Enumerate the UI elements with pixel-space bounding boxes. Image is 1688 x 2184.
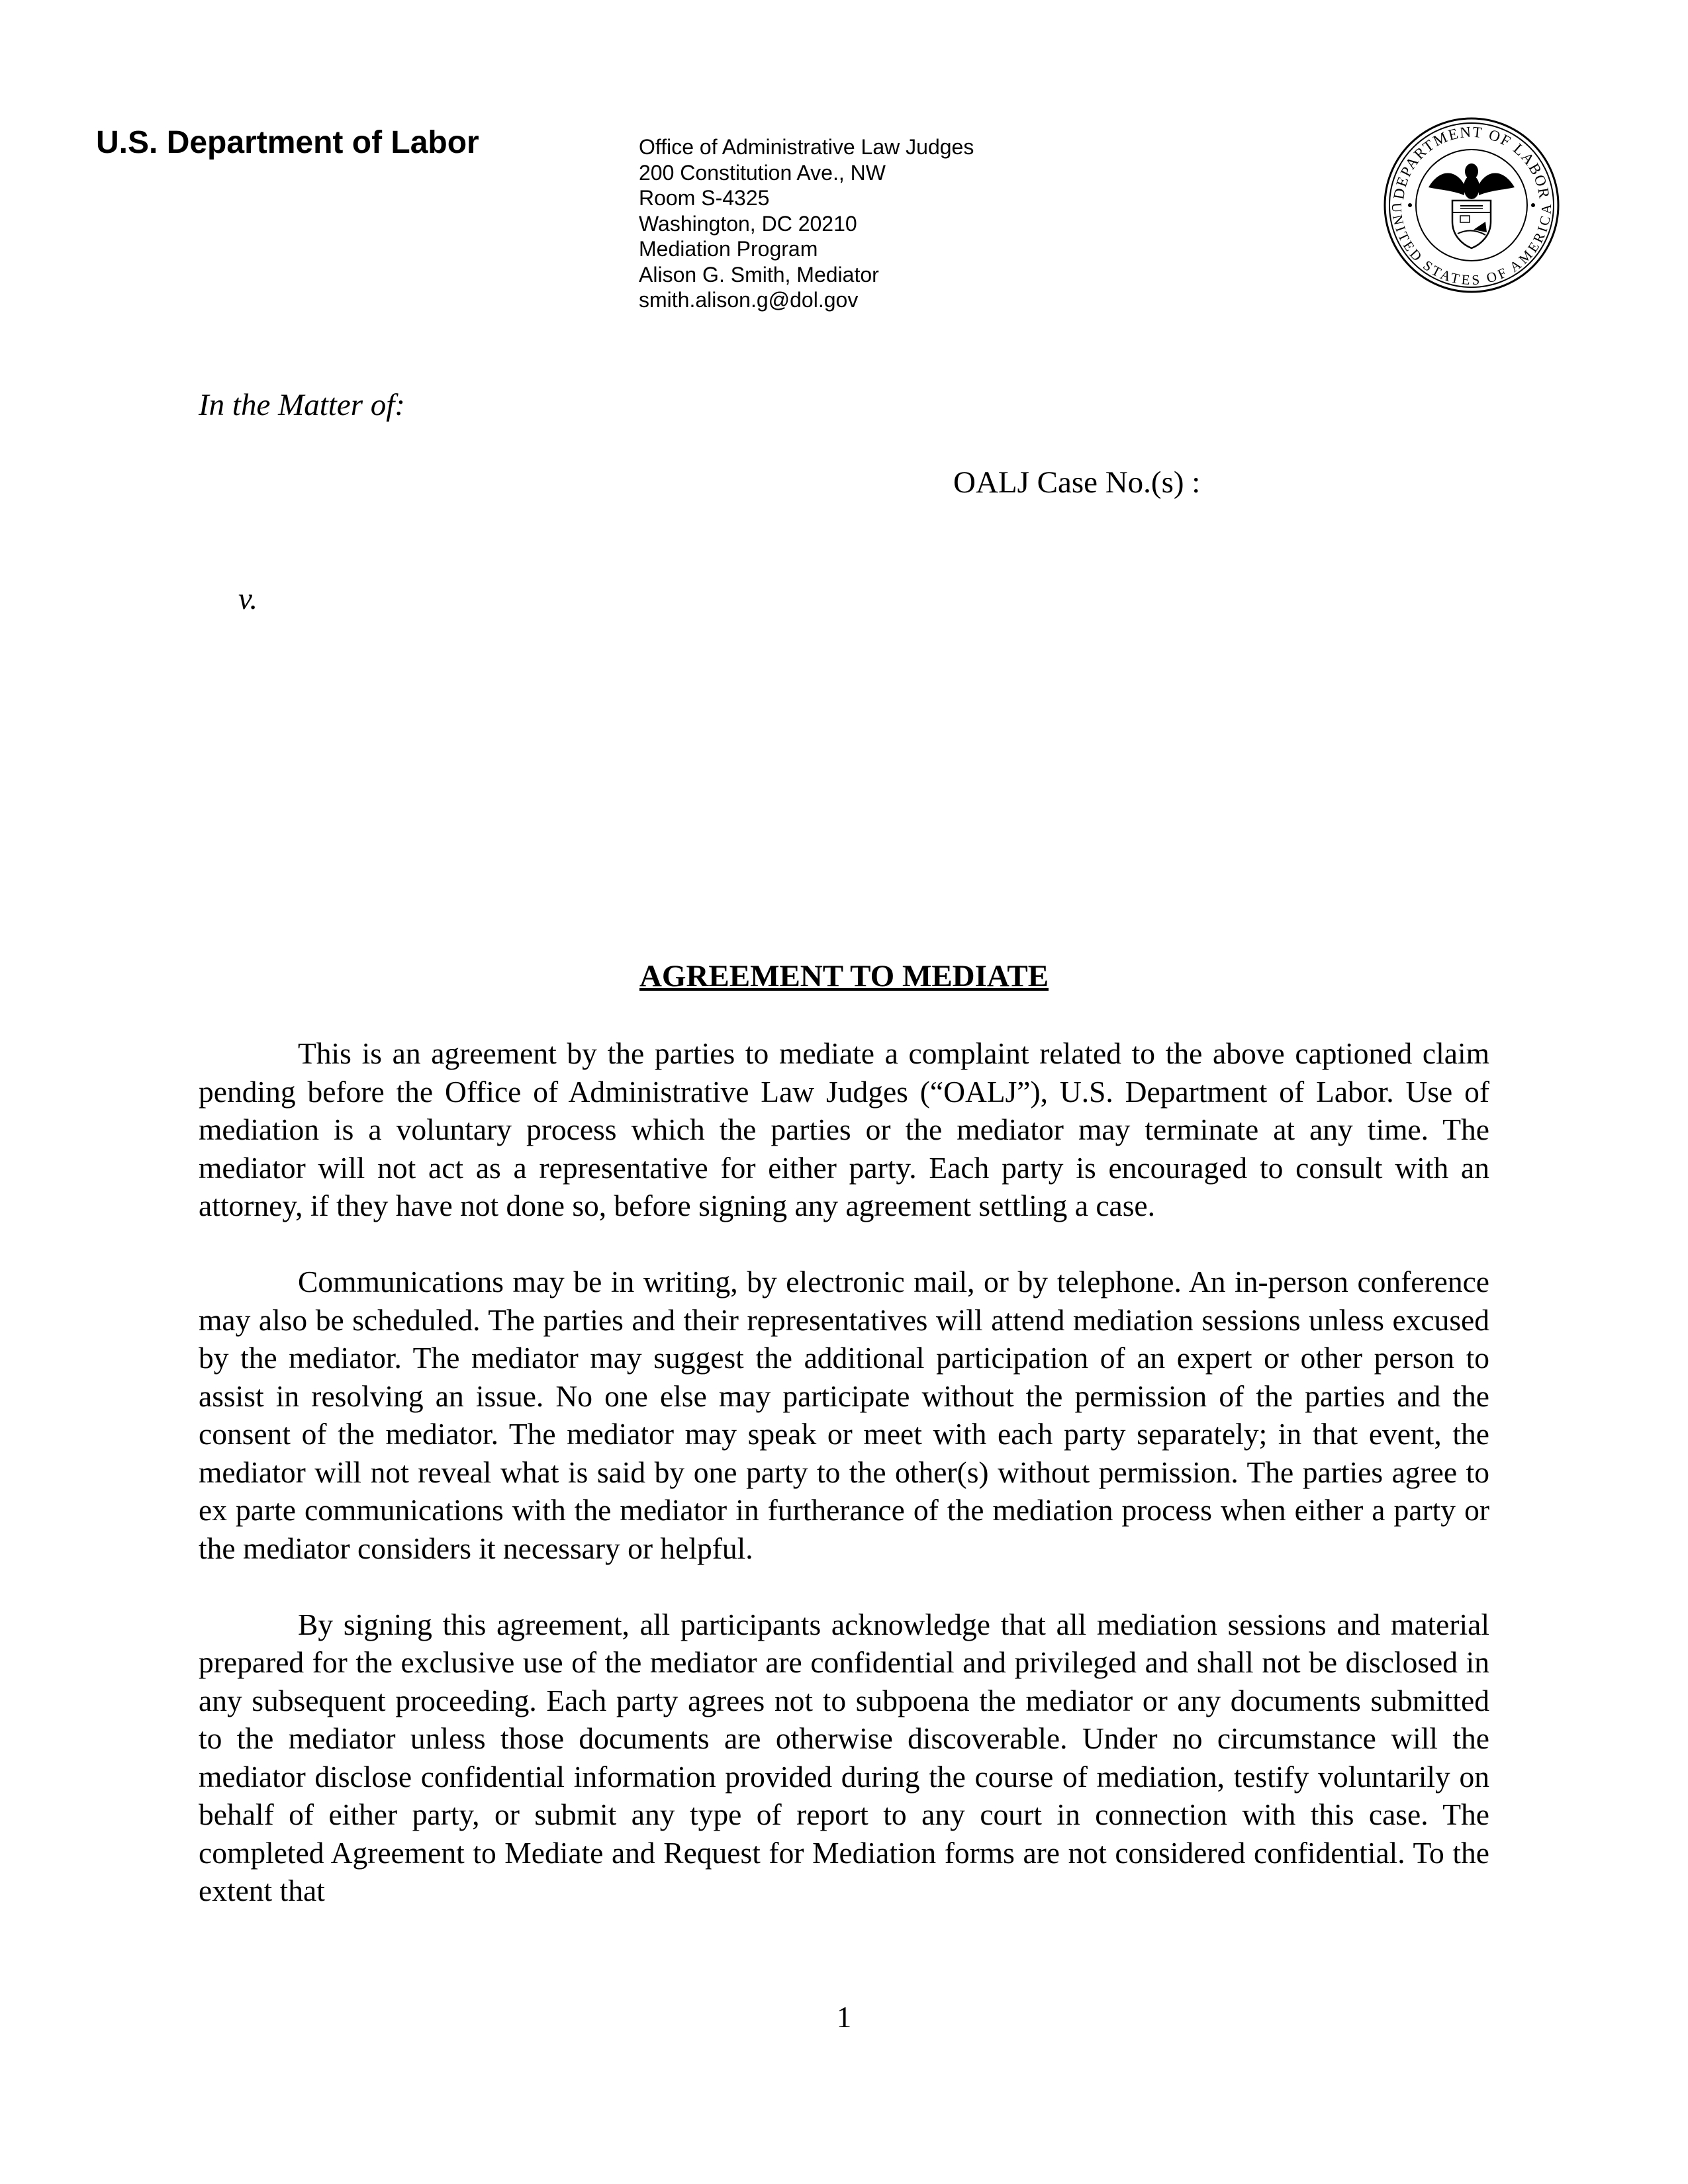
paragraph-agreement: This is an agreement by the parties to mediate a complaint related to the above captioned claim pending before the Office of Administrative Law Judges (“OALJ”), U.S. Department of Labor. Use of mediation is a voluntary process which the parties or the mediator may terminate at any time. The mediator will not act as a representative for either party. Each party is encouraged to consult with an attorney, if they have not done so, before signing any agreement settling a case. — [199, 1036, 1489, 1222]
versus-label: v. — [238, 582, 258, 616]
seal-bottom-text: UNITED STATES OF AMERICA — [1388, 202, 1555, 289]
case-number-label: OALJ Case No.(s) : — [953, 465, 1201, 500]
address-line-office: Office of Administrative Law Judges — [639, 135, 974, 159]
address-line-program: Mediation Program — [639, 237, 818, 261]
document-body — [199, 1034, 1489, 1948]
address-line-mediator: Alison G. Smith, Mediator — [639, 262, 879, 287]
office-address-block — [639, 134, 974, 313]
dol-seal-icon — [1382, 116, 1561, 295]
address-line-room: Room S-4325 — [639, 186, 770, 210]
paragraph-communications: Communications may be in writing, by electronic mail, or by telephone. An in-person conference may also be scheduled. The parties and their representatives will attend mediation sessions unless excused by the mediator. The mediator may suggest the additional participation of an expert or other person to assist in resolving an issue. No one else may participate without the permission of the parties and the consent of the mediator. The mediator may speak or meet with each party separately; in that event, the mediator will not reveal what is said by one party to the other(s) without permission. The parties agree to ex parte communications with the mediator in furtherance of the mediation process when either a party or the mediator considers it necessary or helpful. — [199, 1265, 1489, 1565]
address-line-city: Washington, DC 20210 — [639, 211, 857, 236]
paragraph-confidentiality: By signing this agreement, all participants acknowledge that all mediation sessions and material prepared for the exclusive use of the mediator are confidential and privileged and shall not be disclosed in any subsequent proceeding. Each party agrees not to subpoena the mediator or any documents submitted to the mediator unless those documents are otherwise discoverable. Under no circumstance will the mediator disclose confidential information provided during the course of mediation, testify voluntarily on behalf of either party, or submit any type of report to any court in connection with this case. The completed Agreement to Mediate and Request for Mediation forms are not considered confidential. To the extent that — [199, 1607, 1489, 1907]
page-number: 1 — [836, 2001, 852, 2034]
address-line-email[interactable]: smith.alison.g@dol.gov — [639, 288, 859, 312]
address-line-street: 200 Constitution Ave., NW — [639, 160, 886, 185]
seal-top-text: DEPARTMENT OF LABOR — [1390, 123, 1553, 201]
document-title: AGREEMENT TO MEDIATE — [639, 959, 1049, 993]
agency-name: U.S. Department of Labor — [96, 125, 479, 160]
in-the-matter-of-label: In the Matter of: — [199, 388, 405, 422]
